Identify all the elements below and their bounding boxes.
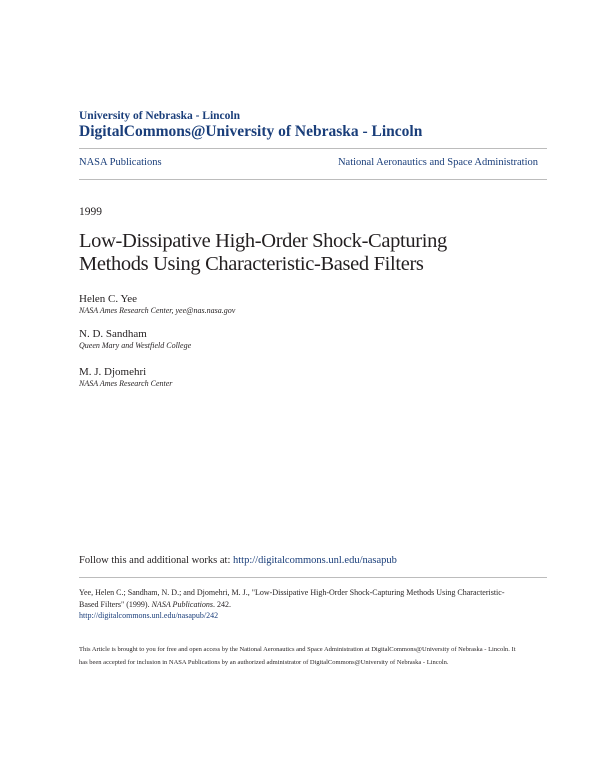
- article-link[interactable]: http://digitalcommons.unl.edu/nasapub/242: [79, 611, 219, 620]
- citation-journal: NASA Publications: [151, 599, 213, 609]
- title-line-2: Methods Using Characteristic-Based Filters: [79, 253, 424, 275]
- nasa-publications-link[interactable]: NASA Publications: [79, 157, 162, 168]
- citation-rule: [79, 577, 547, 578]
- author-name: N. D. Sandham: [79, 328, 147, 340]
- author-name: M. J. Djomehri: [79, 366, 147, 378]
- header-rule-bottom: [79, 179, 547, 180]
- author-affiliation: NASA Ames Research Center, yee@nas.nasa.gov: [79, 306, 236, 315]
- university-name[interactable]: University of Nebraska - Lincoln: [79, 110, 240, 122]
- article-title: [79, 230, 549, 276]
- repository-name[interactable]: DigitalCommons@University of Nebraska - Lincoln: [79, 123, 423, 140]
- author-name: Helen C. Yee: [79, 293, 138, 305]
- header-rule-top: [79, 148, 547, 149]
- access-notice: This Article is brought to you for free and open access by the National Aeronautics and Space Administration at DigitalCommons@University of Nebraska - Lincoln. It has been accepted for inclusion in NASA Publications by an authorized administrator of DigitalCommons@University of Nebraska - Lincoln.: [79, 646, 516, 666]
- follow-works: [79, 555, 397, 566]
- nasa-administration-link[interactable]: National Aeronautics and Space Administration: [337, 157, 538, 168]
- citation-suffix: . 242.: [213, 599, 231, 609]
- citation-block: [79, 587, 509, 622]
- author-affiliation: NASA Ames Research Center: [79, 379, 173, 388]
- follow-text: Follow this and additional works at:: [79, 555, 233, 566]
- publication-year: 1999: [79, 206, 102, 218]
- collection-link[interactable]: http://digitalcommons.unl.edu/nasapub: [233, 555, 397, 566]
- title-line-1: Low-Dissipative High-Order Shock-Capturing: [79, 230, 447, 252]
- author-affiliation: Queen Mary and Westfield College: [79, 341, 192, 350]
- citation-text: Yee, Helen C.; Sandham, N. D.; and Djomehri, M. J., "Low-Dissipative High-Order Shock-Capturing Methods Using Characteristic-Based Filters" (1999).: [79, 588, 505, 609]
